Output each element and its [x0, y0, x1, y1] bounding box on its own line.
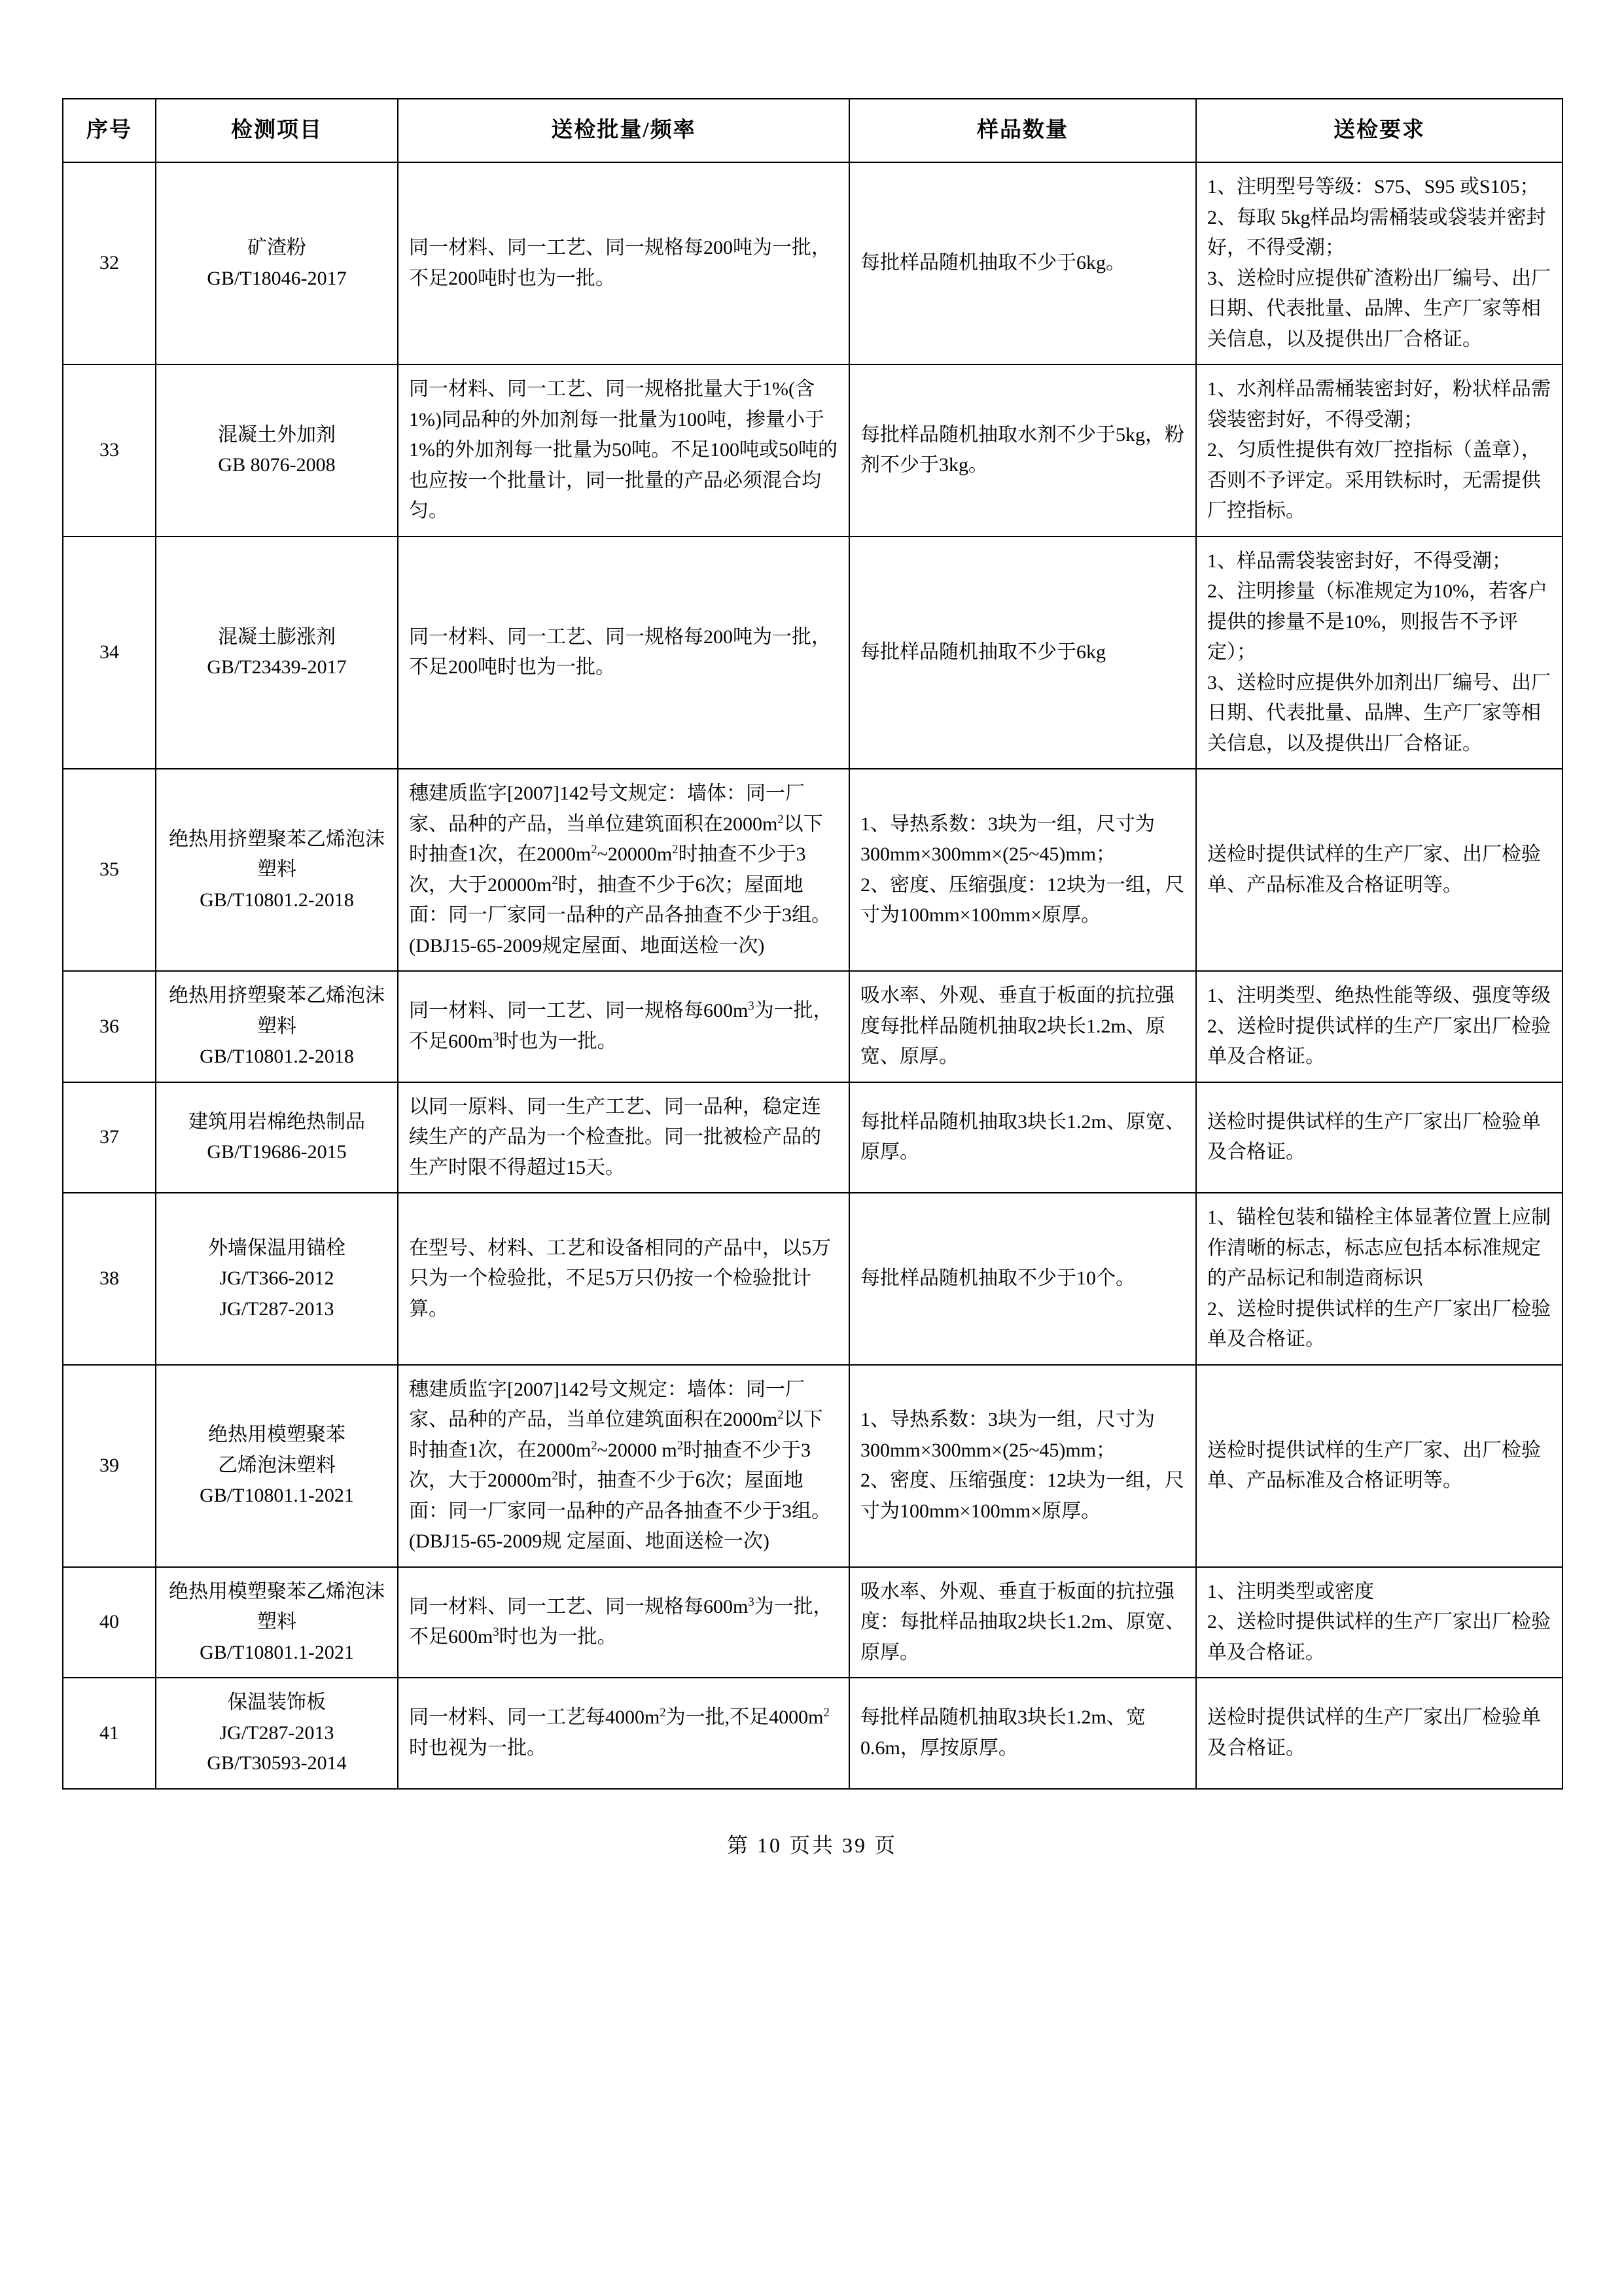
cell-requirement	[1196, 971, 1562, 1082]
cell-line: 2、送检时提供试样的生产厂家出厂检验单及合格证。	[1207, 1611, 1551, 1663]
cell-line: 2、送检时提供试样的生产厂家出厂检验单及合格证。	[1207, 1015, 1551, 1068]
cell-line: 矿渣粉	[247, 237, 306, 259]
cell-batch	[398, 1567, 849, 1678]
cell-batch	[398, 537, 849, 769]
cell-item	[156, 1082, 398, 1193]
cell-index	[63, 537, 156, 769]
column-header-index: 序号	[63, 99, 156, 162]
cell-line: 2、送检时提供试样的生产厂家出厂检验单及合格证。	[1207, 1298, 1551, 1351]
cell-batch	[398, 162, 849, 364]
cell-line: GB/T10801.2-2018	[200, 1046, 354, 1068]
cell-index	[63, 769, 156, 971]
cell-line: 同一材料、同一工艺、同一规格每$600m^3$为一批，不足$600m^3$时也为一批。	[409, 999, 833, 1052]
cell-line: 穗建质监字[2007]142号文规定：墙体：同一厂家、品种的产品，当单位建筑面积在$2000m^2$以下时抽查1次，在$2000m^2\sim 20000$ $m^2$时抽查不少于3次，大于$20000m^2$时，抽查不少于6次；屋面地面：同一厂家同一品种的产品各抽查不少于3组。(DBJ15-65-2009规 定屋面、地面送检一次)	[409, 1378, 831, 1553]
cell-index	[63, 1365, 156, 1567]
table-row	[63, 1678, 1562, 1789]
cell-line: 以同一原料、同一生产工艺、同一品种，稳定连续生产的产品为一个检查批。同一批被检产品的生产时限不得超过15天。	[409, 1095, 821, 1178]
cell-line: 1、导热系数：3块为一组，尺寸为300mm×300mm×(25~45)mm；	[860, 813, 1155, 866]
cell-line: 送检时提供试样的生产厂家出厂检验单及合格证。	[1207, 1110, 1541, 1163]
cell-line: 1、注明型号等级：S75、S95 或S105；	[1207, 176, 1540, 198]
cell-requirement	[1196, 769, 1562, 971]
cell-line: 建筑用岩棉绝热制品	[188, 1110, 365, 1133]
table-row	[63, 1365, 1562, 1567]
cell-line: 吸水率、外观、垂直于板面的抗拉强度每批样品随机抽取2块长1.2m、原宽、原厚。	[860, 985, 1174, 1068]
cell-requirement	[1196, 1193, 1562, 1365]
cell-batch	[398, 769, 849, 971]
cell-requirement	[1196, 1678, 1562, 1789]
cell-line: GB/T10801.2-2018	[200, 889, 354, 911]
cell-requirement	[1196, 364, 1562, 537]
cell-item	[156, 971, 398, 1082]
cell-line: 同一材料、同一工艺、同一规格每200吨为一批，不足200吨时也为一批。	[409, 237, 831, 289]
cell-line: 1、注明类型、绝热性能等级、强度等级	[1207, 985, 1551, 1007]
cell-batch	[398, 1678, 849, 1789]
cell-item	[156, 1678, 398, 1789]
cell-requirement	[1196, 1567, 1562, 1678]
cell-line: 34	[99, 641, 119, 663]
cell-quantity	[849, 1365, 1196, 1567]
cell-line: 1、注明类型或密度	[1207, 1580, 1374, 1602]
cell-item	[156, 537, 398, 769]
cell-line: GB 8076-2008	[218, 454, 336, 476]
cell-index	[63, 1678, 156, 1789]
cell-index	[63, 1193, 156, 1365]
cell-index	[63, 364, 156, 537]
cell-line: 保温装饰板	[228, 1691, 326, 1714]
cell-line: 混凝土膨涨剂	[218, 626, 336, 648]
cell-line: GB/T30593-2014	[207, 1752, 347, 1775]
cell-line: 3、送检时应提供外加剂出厂编号、出厂日期、代表批量、品牌、生产厂家等相关信息，以及提供出厂合格证。	[1207, 671, 1551, 754]
cell-line: 1、导热系数：3块为一组，尺寸为300mm×300mm×(25~45)mm；	[860, 1409, 1155, 1461]
column-header-batch: 送检批量/频率	[398, 99, 849, 162]
cell-quantity	[849, 537, 1196, 769]
cell-requirement	[1196, 162, 1562, 364]
cell-line: 送检时提供试样的生产厂家、出厂检验单、产品标准及合格证明等。	[1207, 1439, 1541, 1492]
cell-index	[63, 1567, 156, 1678]
cell-line: 同一材料、同一工艺、同一规格批量大于1%(含1%)同品种的外加剂每一批量为100吨，掺量小于1%的外加剂每一批量为50吨。不足100吨或50吨的也应按一个批量计，同一批量的产品必须混合均匀。	[409, 378, 838, 522]
cell-line: 33	[99, 439, 119, 461]
cell-batch	[398, 364, 849, 537]
cell-line: 送检时提供试样的生产厂家、出厂检验单、产品标准及合格证明等。	[1207, 843, 1541, 896]
cell-index	[63, 1082, 156, 1193]
cell-line: 吸水率、外观、垂直于板面的抗拉强度：每批样品抽取2块长1.2m、原宽、原厚。	[860, 1580, 1185, 1663]
cell-line: 绝热用挤塑聚苯乙烯泡沫塑料	[169, 985, 385, 1037]
table-row	[63, 1082, 1562, 1193]
cell-line: GB/T18046-2017	[207, 267, 347, 289]
cell-item	[156, 162, 398, 364]
cell-line: 41	[99, 1722, 119, 1744]
column-header-requirement: 送检要求	[1196, 99, 1562, 162]
cell-quantity	[849, 1567, 1196, 1678]
cell-item	[156, 364, 398, 537]
cell-line: GB/T10801.1-2021	[200, 1485, 354, 1507]
cell-line: 每批样品随机抽取3块长1.2m、宽0.6m，厚按原厚。	[860, 1706, 1146, 1759]
cell-line: GB/T19686-2015	[207, 1141, 347, 1163]
cell-line: 3、送检时应提供矿渣粉出厂编号、出厂日期、代表批量、品牌、生产厂家等相关信息，以及提供出厂合格证。	[1207, 267, 1551, 350]
cell-line: 在型号、材料、工艺和设备相同的产品中，以5万只为一个检验批，不足5万只仍按一个检验批计算。	[409, 1237, 831, 1320]
cell-quantity	[849, 1678, 1196, 1789]
cell-line: 绝热用模塑聚苯	[208, 1424, 345, 1446]
cell-line: 1、锚栓包装和锚栓主体显著位置上应制作清晰的标志，标志应包括本标准规定的产品标记和制造商标识	[1207, 1207, 1551, 1290]
cell-quantity	[849, 162, 1196, 364]
cell-line: 乙烯泡沫塑料	[218, 1454, 336, 1476]
cell-line: 2、密度、压缩强度：12块为一组，尺寸为100mm×100mm×原厚。	[860, 1470, 1184, 1522]
table-row	[63, 971, 1562, 1082]
cell-line: 40	[99, 1611, 119, 1633]
cell-quantity	[849, 1193, 1196, 1365]
cell-line: 1、样品需袋装密封好，不得受潮；	[1207, 550, 1511, 572]
table-header-row	[63, 99, 1562, 162]
column-header-item: 检测项目	[156, 99, 398, 162]
cell-batch	[398, 1193, 849, 1365]
table-row	[63, 1567, 1562, 1678]
table-row	[63, 364, 1562, 537]
cell-line: 同一材料、同一工艺、同一规格每200吨为一批，不足200吨时也为一批。	[409, 626, 831, 679]
cell-quantity	[849, 971, 1196, 1082]
table-row	[63, 1193, 1562, 1365]
cell-line: JG/T287-2013	[219, 1722, 334, 1744]
cell-item	[156, 1567, 398, 1678]
cell-line: 每批样品随机抽取水剂不少于5kg，粉剂不少于3kg。	[860, 423, 1184, 476]
cell-index	[63, 162, 156, 364]
cell-line: 32	[99, 252, 119, 274]
cell-quantity	[849, 364, 1196, 537]
cell-line: GB/T23439-2017	[207, 656, 347, 679]
table-body	[63, 162, 1562, 1789]
cell-line: 2、密度、压缩强度：12块为一组，尺寸为100mm×100mm×原厚。	[860, 874, 1184, 927]
cell-line: 每批样品随机抽取不少于6kg。	[860, 252, 1125, 274]
table-row	[63, 162, 1562, 364]
cell-line: 同一材料、同一工艺、同一规格每$600m^3$为一批，不足$600m^3$时也为一批。	[409, 1595, 833, 1648]
cell-requirement	[1196, 1365, 1562, 1567]
table-row	[63, 537, 1562, 769]
cell-batch	[398, 971, 849, 1082]
cell-line: 每批样品随机抽取不少于10个。	[860, 1267, 1135, 1290]
cell-line: 2、每取 5kg样品均需桶装或袋装并密封好，不得受潮；	[1207, 206, 1546, 259]
cell-line: 2、注明掺量（标准规定为10%，若客户提供的掺量不是10%，则报告不予评定）；	[1207, 580, 1547, 663]
cell-line: 绝热用挤塑聚苯乙烯泡沫塑料	[169, 828, 385, 881]
cell-item	[156, 1365, 398, 1567]
cell-line: 穗建质监字[2007]142号文规定：墙体：同一厂家、品种的产品，当单位建筑面积在$2000m^2$以下时抽查1次，在$2000m^2\sim 20000m^2$时抽查不少于3次，大于$20000m^2$时，抽查不少于6次；屋面地面：同一厂家同一品种的产品各抽查不少于3组。(DBJ15-65-2009规定屋面、地面送检一次)	[409, 783, 831, 957]
cell-line: 每批样品随机抽取3块长1.2m、原宽、原厚。	[860, 1110, 1185, 1163]
cell-batch	[398, 1082, 849, 1193]
cell-line: 绝热用模塑聚苯乙烯泡沫塑料	[169, 1580, 385, 1633]
cell-line: 35	[99, 858, 119, 881]
cell-line: 外墙保温用锚栓	[208, 1237, 345, 1259]
cell-line: JG/T366-2012	[219, 1267, 334, 1290]
cell-line: 39	[99, 1454, 119, 1476]
cell-requirement	[1196, 537, 1562, 769]
cell-quantity	[849, 769, 1196, 971]
cell-line: GB/T10801.1-2021	[200, 1641, 354, 1663]
cell-line: 每批样品随机抽取不少于6kg	[860, 641, 1106, 663]
cell-line: 混凝土外加剂	[218, 423, 336, 446]
cell-line: 2、匀质性提供有效厂控指标（盖章），否则不予评定。采用铁标时，无需提供厂控指标。	[1207, 439, 1541, 522]
cell-quantity	[849, 1082, 1196, 1193]
cell-line: 送检时提供试样的生产厂家出厂检验单及合格证。	[1207, 1706, 1541, 1759]
cell-line: 同一材料、同一工艺每$4000m^2$为一批,不足$4000m^2$时也视为一批。	[409, 1706, 830, 1759]
cell-requirement	[1196, 1082, 1562, 1193]
cell-line: JG/T287-2013	[219, 1298, 334, 1320]
cell-index	[63, 971, 156, 1082]
cell-line: 37	[99, 1126, 119, 1148]
cell-item	[156, 1193, 398, 1365]
inspection-requirements-table	[62, 98, 1563, 1790]
cell-line: 38	[99, 1267, 119, 1290]
cell-line: 36	[99, 1015, 119, 1037]
column-header-quantity: 样品数量	[849, 99, 1196, 162]
table-row	[63, 769, 1562, 971]
cell-line: 1、水剂样品需桶装密封好，粉状样品需袋装密封好，不得受潮；	[1207, 378, 1551, 431]
cell-item	[156, 769, 398, 971]
cell-batch	[398, 1365, 849, 1567]
page-footer: 第 10 页共 39 页	[726, 1833, 897, 1857]
